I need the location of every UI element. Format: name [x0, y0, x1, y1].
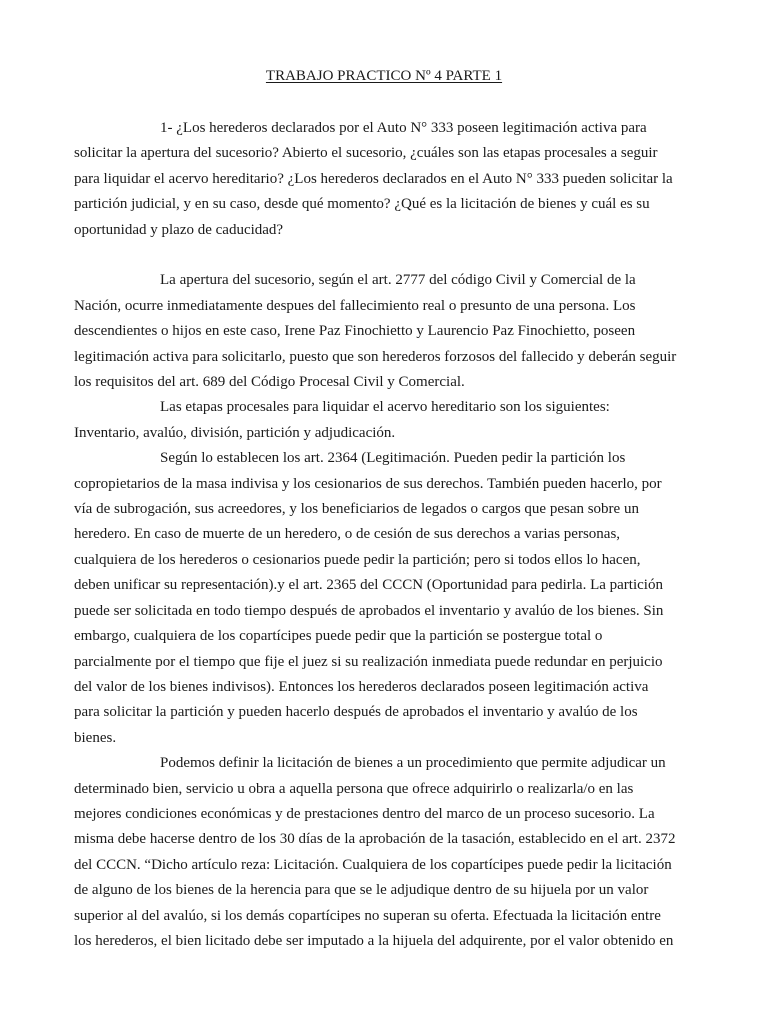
text-line: embargo, cualquiera de los copartícipes puede pedir que la partición se postergue total o	[74, 628, 603, 645]
question-paragraph	[74, 116, 696, 243]
text-line: vía de subrogación, sus acreedores, y los beneficiarios de legados o cargos que pesan sobre un	[74, 501, 639, 518]
text-line: copropietarios de la masa indivisa y los cesionarios de sus derechos. También pueden hacerlo, por	[74, 475, 662, 492]
text-line: solicitar la apertura del sucesorio? Abierto el sucesorio, ¿cuáles son las etapas procesales a seguir	[74, 145, 658, 162]
text-line: partición judicial, y en su caso, desde qué momento? ¿Qué es la licitación de bienes y cuál es su	[74, 196, 650, 213]
text-line: descendientes o hijos en este caso, Irene Paz Finochietto y Laurencio Paz Finochietto, poseen	[74, 323, 636, 340]
answer-paragraph	[74, 751, 696, 954]
text-line: 1- ¿Los herederos declarados por el Auto N° 333 poseen legitimación activa para	[160, 120, 647, 136]
text-line: los herederos, el bien licitado debe ser imputado a la hijuela del adquirente, por el valor obtenido en	[74, 932, 674, 949]
text-line: superior al del avalúo, si los demás copartícipes no superan su oferta. Efectuada la licitación entre	[74, 907, 661, 924]
text-line: del CCCN. “Dicho artículo reza: Licitación. Cualquiera de los copartícipes puede pedir la licitación	[74, 856, 672, 873]
text-line: parcialmente por el tiempo que fije el juez si su realización inmediata puede redundar en perjuicio	[74, 653, 663, 670]
text-line: cualquiera de los herederos o cesionarios puede pedir la partición; pero si todos ellos lo hacen,	[74, 551, 641, 568]
paragraph-gap	[74, 243, 696, 268]
text-line: Las etapas procesales para liquidar el acervo hereditario son los siguientes:	[160, 399, 610, 416]
document-title: TRABAJO PRACTICO Nº 4 PARTE 1	[265, 68, 503, 84]
text-line: Según lo establecen los art. 2364 (Legitimación. Pueden pedir la partición los	[160, 450, 626, 467]
answer-paragraph	[74, 395, 696, 446]
text-line: del valor de los bienes indivisos). Entonces los herederos declarados poseen legitimación activa	[74, 678, 649, 695]
text-line: Podemos definir la licitación de bienes a un procedimiento que permite adjudicar un	[160, 755, 666, 772]
answer-paragraph	[74, 268, 696, 395]
text-line: Nación, ocurre inmediatamente despues del fallecimiento real o presunto de una persona. Los	[74, 297, 636, 314]
text-line: determinado bien, servicio u obra a aquella persona que ofrece adquirirlo o realizarla/o en las	[74, 780, 634, 797]
text-line: puede ser solicitada en todo tiempo después de aprobados el inventario y avalúo de los bienes. Sin	[74, 602, 664, 619]
text-line: bienes.	[74, 729, 117, 746]
text-line: mejores condiciones económicas y de prestaciones dentro del marco de un proceso sucesorio. La	[74, 805, 655, 822]
text-line: los requisitos del art. 689 del Código Procesal Civil y Comercial.	[74, 374, 465, 391]
text-line: La apertura del sucesorio, según el art. 2777 del código Civil y Comercial de la	[160, 272, 636, 289]
text-line: deben unificar su representación).y el art. 2365 del CCCN (Oportunidad para pedirla. La partición	[74, 577, 663, 594]
document-body	[74, 116, 696, 954]
text-line: para liquidar el acervo hereditario? ¿Los herederos declarados en el Auto N° 333 pueden solicitar la	[74, 170, 673, 187]
answer-paragraph	[74, 446, 696, 751]
text-line: Inventario, avalúo, división, partición y adjudicación.	[74, 424, 396, 441]
text-line: de alguno de los bienes de la herencia para que se le adjudique dentro de su hijuela por un valor	[74, 882, 649, 899]
text-line: heredero. En caso de muerte de un heredero, o de cesión de sus derechos a varias personas,	[74, 526, 621, 543]
text-line: oportunidad y plazo de caducidad?	[74, 221, 284, 238]
text-line: misma debe hacerse dentro de los 30 días de la aprobación de la tasación, establecido en el art. 2372	[74, 831, 676, 848]
text-line: para solicitar la partición y pueden hacerlo después de aprobados el inventario y avalúo de los	[74, 704, 638, 721]
text-line: legitimación activa para solicitarlo, puesto que son herederos forzosos del fallecido y deberán seguir	[74, 348, 677, 365]
